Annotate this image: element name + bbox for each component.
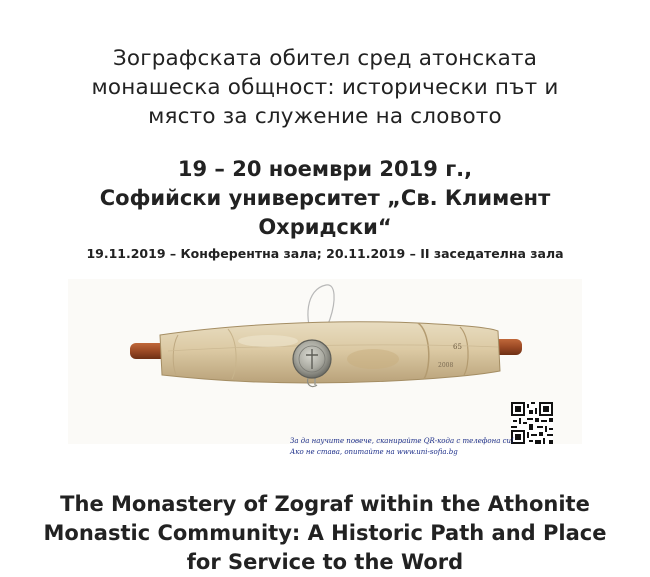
bulgarian-title-line-3: място за служение на словото [148,104,502,129]
bulgarian-title-line-1: Зографската обител сред атонската [112,46,538,71]
venue-schedule: 19.11.2019 – Конферентна зала; 20.11.2019 – II заседателна зала [86,246,564,261]
english-title-line-2: Monastic Community: A Historic Path and Place [43,521,607,545]
qr-caption-line-1: За да научите повече, сканирайте QR-кода с телефона си! [290,437,514,445]
scroll-inscription: 2008 [438,362,454,369]
event-dates [30,155,620,242]
qr-caption-line-2: Ако не става, опитайте на www.uni-sofia.bg [290,448,458,456]
bulgarian-title [20,44,630,131]
scroll-number: 65 [453,343,462,351]
event-location-line-2: Охридски“ [258,215,392,239]
english-title [20,490,630,577]
qr-caption [290,436,520,458]
event-date-line: 19 – 20 ноември 2019 г., [177,157,473,181]
bulgarian-title-line-2: монашеска общност: исторически път и [91,75,559,100]
scroll-photo [68,279,582,444]
english-title-line-1: The Monastery of Zograf within the Athonite [60,492,590,516]
scroll-illustration [68,279,582,444]
event-location-line-1: Софийски университет „Св. Климент [99,186,551,210]
english-title-line-3: for Service to the Word [186,550,464,574]
